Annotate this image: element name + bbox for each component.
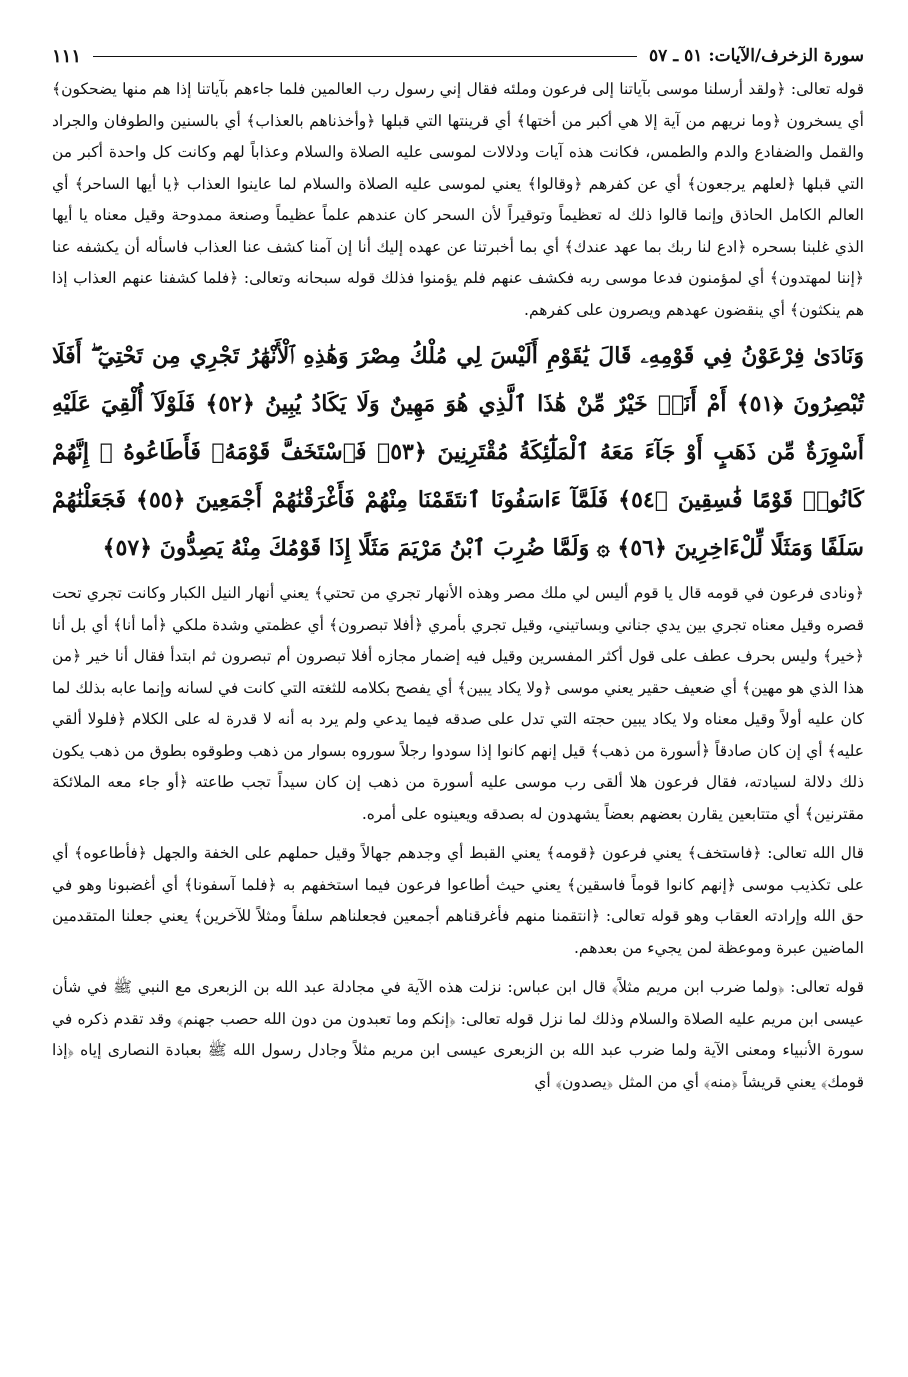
header-divider <box>93 56 637 57</box>
page-number: ١١١ <box>52 45 82 67</box>
quran-verses-block: وَنَادَىٰ فِرْعَوْنُ فِي قَوْمِهِۦ قَالَ يَٰقَوْمِ أَلَيْسَ لِي مُلْكُ مِصْرَ وَهَٰذِهِ ٱلْأَنْهَٰرُ تَجْرِي مِن تَحْتِيٓ ۖ أَفَلَا تُبْصِرُونَ ﴿٥١﴾ أَمْ أَنَا۠ خَيْرٌ مِّنْ هَٰذَا ٱلَّذِي هُوَ مَهِينٌ وَلَا يَكَادُ يُبِينُ ﴿٥٢﴾ فَلَوْلَآ أُلْقِيَ عَلَيْهِ أَسْوِرَةٌ مِّن ذَهَبٍ أَوْ جَآءَ مَعَهُ ٱلْمَلَٰٓئِكَةُ مُقْتَرِنِينَ ﴿٥٣﴾ فَٱسْتَخَفَّ قَوْمَهُۥ فَأَطَاعُوهُ ۚ إِنَّهُمْ كَانُوا۟ قَوْمًا فَٰسِقِينَ ﴿٥٤﴾ فَلَمَّآ ءَاسَفُونَا ٱنتَقَمْنَا مِنْهُمْ فَأَغْرَقْنَٰهُمْ أَجْمَعِينَ ﴿٥٥﴾ فَجَعَلْنَٰهُمْ سَلَفًا وَمَثَلًا لِّلْءَاخِرِينَ ﴿٥٦﴾ ۞ وَلَمَّا ضُرِبَ ٱبْنُ مَرْيَمَ مَثَلًا إِذَا قَوْمُكَ مِنْهُ يَصِدُّونَ ﴿٥٧﴾ <box>52 343 864 561</box>
commentary-paragraph-3: قال الله تعالى: ﴿فاستخف﴾ يعني فرعون ﴿قومه﴾ يعني القبط أي وجدهم جهالاً وقيل حملهم على الخفة والجهل ﴿فأطاعوه﴾ أي على تكذيب موسى ﴿إنهم كانوا قوماً فاسقين﴾ يعني حيث أطاعوا فرعون فيما استخفهم به ﴿فلما آسفونا﴾ أي أغضبونا وهو في حق الله وإرادته العقاب وهو قوله تعالى: ﴿انتقمنا منهم فأغرقناهم أجمعين فجعلناهم سلفاً ومثلاً للآخرين﴾ يعني جعلنا المتقدمين الماضين عبرة وموعظة لمن يجيء من بعدهم. <box>52 844 864 957</box>
surah-title: سورة الزخرف/الآيات: ٥١ ـ ٥٧ <box>649 46 864 66</box>
commentary-paragraph-2: ﴿ونادى فرعون في قومه قال يا قوم أليس لي ملك مصر وهذه الأنهار تجري من تحتي﴾ يعني أنهار النيل الكبار وكانت تجري تحت قصره وقيل معناه تجري بين يدي جناني وبساتيني، وقيل تجري بأمري ﴿أفلا تبصرون﴾ أي عظمتي وشدة ملكي ﴿أما أنا﴾ أي بل أنا ﴿خير﴾ وليس بحرف عطف على قول أكثر المفسرين وقيل فيه إضمار مجازه أفلا تبصرون أم تبصرون ثم ابتدأ فقال أنا خير ﴿من هذا الذي هو مهين﴾ أي ضعيف حقير يعني موسى ﴿ولا يكاد يبين﴾ أي يفصح بكلامه للثغته التي كانت في لسانه وإنما عابه بذلك لما كان عليه أولاً وقيل معناه ولا يكاد يبين حجته التي تدل على صدقه فيما يدعي ولم يرد به أنه لا قدرة له على الكلام ﴿فلولا ألقي عليه﴾ أي إن كان صادقاً ﴿أسورة من ذهب﴾ قيل إنهم كانوا إذا سودوا رجلاً سوروه بسوار من ذهب وطوقوه بطوق من ذهب يكون ذلك دلالة لسيادته، فقال فرعون هلا ألقى رب موسى عليه أسورة من ذهب إن كان سيداً تجب طاعته ﴿أو جاء معه الملائكة مقترنين﴾ أي متتابعين يقارن بعضهم بعضاً يشهدون له بصدقه ويعينوه على أمره. <box>52 584 864 823</box>
page-header <box>52 38 864 74</box>
book-page <box>52 38 864 1358</box>
commentary-paragraph-1: قوله تعالى: ﴿ولقد أرسلنا موسى بآياتنا إلى فرعون وملئه فقال إني رسول رب العالمين فلما جاءهم بآياتنا إذا هم منها يضحكون﴾ أي يسخرون ﴿وما نريهم من آية إلا هي أكبر من أختها﴾ أي قرينتها التي قبلها ﴿وأخذناهم بالعذاب﴾ أي بالسنين والطوفان والجراد والقمل والضفادع والدم والطمس، فكانت هذه آيات ودلالات لموسى عليه الصلاة والسلام وعذاباً لهم وكانت كل واحدة أكبر من التي قبلها ﴿لعلهم يرجعون﴾ أي عن كفرهم ﴿وقالوا﴾ يعني لموسى عليه الصلاة والسلام لما عاينوا العذاب ﴿يا أيها الساحر﴾ أي العالم الكامل الحاذق وإنما قالوا ذلك له تعظيماً وتوقيراً لأن السحر كان عندهم علماً عظيماً وصنعة ممدوحة وقيل معناه يا أيها الذي غلبنا بسحره ﴿ادع لنا ربك بما عهد عندك﴾ أي بما أخبرتنا عن عهده إليك أنا إن آمنا كشف عنا العذاب فاسأله أن يكشفه عنا ﴿إننا لمهتدون﴾ أي لمؤمنون فدعا موسى ربه فكشف عنهم فلم يؤمنوا فذلك قوله سبحانه وتعالى: ﴿فلما كشفنا عنهم العذاب إذا هم ينكثون﴾ أي ينقضون عهدهم ويصرون على كفرهم. <box>52 80 864 319</box>
commentary-paragraph-4: قوله تعالى: ﴿ولما ضرب ابن مريم مثلاً﴾ قال ابن عباس: نزلت هذه الآية في مجادلة عبد الله بن الزبعرى مع النبي ﷺ في شأن عيسى ابن مريم عليه الصلاة والسلام وذلك لما نزل قوله تعالى: ﴿إنكم وما تعبدون من دون الله حصب جهنم﴾ وقد تقدم ذكره في سورة الأنبياء ومعنى الآية ولما ضرب عبد الله بن الزبعرى عيسى ابن مريم مثلاً وجادل رسول الله ﷺ بعبادة النصارى إياه ﴿إذا قومك﴾ يعني قريشاً ﴿منه﴾ أي من المثل ﴿يصدون﴾ أي <box>52 978 864 1091</box>
